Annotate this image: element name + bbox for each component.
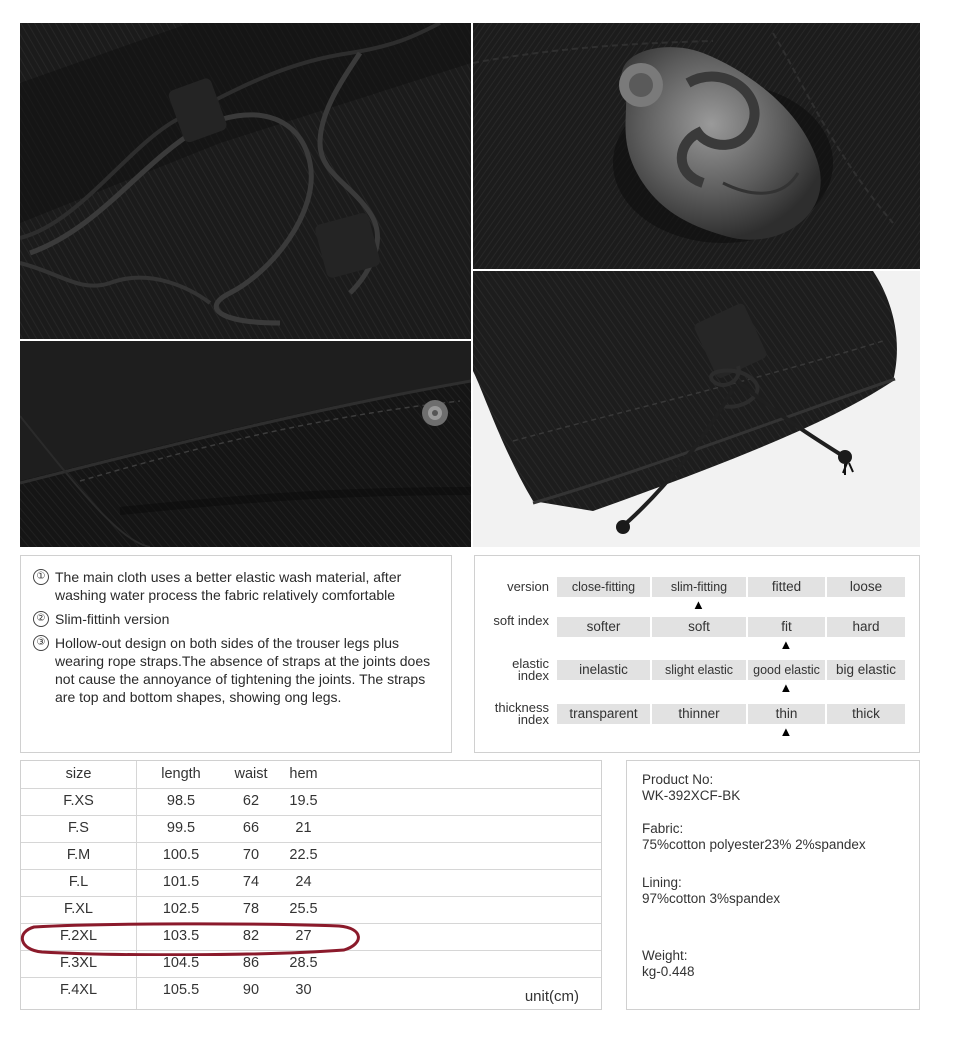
fit-index-box: [474, 555, 920, 753]
table-cell: F.2XL: [59, 928, 98, 944]
index-option: transparent: [557, 704, 650, 724]
fabric-label: Fabric:: [642, 821, 684, 836]
photo-ankle-drawstring: [473, 271, 920, 547]
table-cell: F.4XL: [59, 982, 98, 998]
index-option: hard: [827, 617, 905, 637]
table-cell: 70: [242, 847, 260, 863]
table-cell: F.XS: [63, 793, 94, 809]
table-row: [21, 815, 601, 843]
index-option: thinner: [652, 704, 746, 724]
feature-text: The main cloth uses a better elastic wash material, after washing water process the fabric relatively comfortable: [55, 569, 402, 603]
spec-box: [626, 760, 920, 1010]
lining-value: 97%cotton 3%spandex: [642, 891, 781, 906]
feature-number: ③: [33, 635, 49, 651]
size-table: [20, 760, 602, 1010]
table-cell: 21: [295, 820, 312, 836]
index-row: [475, 613, 919, 661]
product-no-label: Product No:: [642, 772, 714, 787]
photo-pocket: [20, 341, 471, 547]
index-option: good elastic: [748, 660, 825, 680]
table-cell: 30: [295, 982, 312, 998]
table-cell: 22.5: [289, 847, 318, 863]
table-cell: 101.5: [162, 874, 200, 890]
table-cell: 104.5: [162, 955, 200, 971]
index-option: fitted: [748, 577, 825, 597]
index-option: fit: [748, 617, 825, 637]
table-cell: F.L: [68, 874, 89, 890]
feature-item: [33, 634, 443, 706]
index-label: soft index: [493, 613, 549, 628]
weight-value: kg-0.448: [642, 964, 695, 979]
table-cell: 100.5: [162, 847, 200, 863]
table-cell: F.M: [66, 847, 91, 863]
table-header-cell: length: [161, 766, 201, 782]
table-cell: 90: [242, 982, 260, 998]
table-cell: 19.5: [289, 793, 318, 809]
table-cell: 27: [295, 928, 312, 944]
index-option: loose: [827, 577, 905, 597]
table-cell: 103.5: [162, 928, 200, 944]
feature-number: ①: [33, 569, 49, 585]
index-label: version: [507, 579, 549, 594]
feature-text: Hollow-out design on both sides of the trouser legs plus wearing rope straps.The absence of straps at the joints does not cause the annoyance of tightening the joints. The straps are top and bottom shapes, showing ong legs.: [55, 635, 431, 705]
table-cell: 105.5: [162, 982, 200, 998]
table-cell: F.XL: [63, 901, 93, 917]
table-cell: 25.5: [289, 901, 318, 917]
index-option: soft: [652, 617, 746, 637]
product-no-value: WK-392XCF-BK: [642, 788, 741, 803]
features-box: [20, 555, 452, 753]
selected-marker-icon: ▲: [779, 680, 793, 695]
fabric: [642, 821, 866, 853]
index-option: big elastic: [827, 660, 905, 680]
index-option: close-fitting: [557, 577, 650, 597]
table-header-cell: hem: [289, 766, 318, 782]
index-row: [475, 656, 919, 704]
table-cell: 86: [242, 955, 260, 971]
table-cell: 74: [242, 874, 260, 890]
weight-label: Weight:: [642, 948, 688, 963]
index-option: thick: [827, 704, 905, 724]
table-cell: 98.5: [166, 793, 196, 809]
index-option: slight elastic: [652, 660, 746, 680]
lining: [642, 875, 780, 907]
unit-label: unit(cm): [524, 988, 579, 1005]
feature-item: [33, 568, 443, 604]
index-row: [475, 700, 919, 748]
table-cell: 62: [242, 793, 260, 809]
index-label: elastic index: [512, 656, 549, 683]
table-row: [21, 842, 601, 870]
selected-marker-icon: ▲: [779, 724, 793, 739]
index-option: thin: [748, 704, 825, 724]
weight: [642, 948, 695, 980]
feature-item: [33, 610, 443, 628]
table-cell: 66: [242, 820, 260, 836]
index-option: slim-fitting: [652, 577, 746, 597]
feature-number: ②: [33, 611, 49, 627]
table-row: [21, 869, 601, 897]
selected-marker-icon: ▲: [779, 637, 793, 652]
table-cell: 78: [242, 901, 260, 917]
table-cell: F.3XL: [59, 955, 98, 971]
highlight-circle: [14, 922, 366, 956]
table-row: [21, 977, 601, 1004]
feature-text: Slim-fittinh version: [55, 611, 170, 627]
table-header-cell: size: [65, 766, 92, 782]
table-cell: 99.5: [166, 820, 196, 836]
photo-skull-rivet: [473, 23, 920, 269]
table-header-row: [21, 761, 601, 789]
index-label: thickness index: [494, 700, 549, 727]
index-option: softer: [557, 617, 650, 637]
table-row: [21, 788, 601, 816]
table-cell: F.S: [68, 820, 89, 836]
table-row: [21, 896, 601, 924]
index-option: inelastic: [557, 660, 650, 680]
table-cell: 102.5: [162, 901, 200, 917]
fabric-value: 75%cotton polyester23% 2%spandex: [642, 837, 866, 852]
table-cell: 24: [295, 874, 312, 890]
table-cell: 82: [242, 928, 260, 944]
table-cell: 28.5: [289, 955, 318, 971]
table-header-cell: waist: [234, 766, 268, 782]
photo-drawstring-loops: [20, 23, 471, 339]
lining-label: Lining:: [642, 875, 682, 890]
product-no: [642, 772, 740, 804]
selected-marker-icon: ▲: [692, 597, 705, 612]
